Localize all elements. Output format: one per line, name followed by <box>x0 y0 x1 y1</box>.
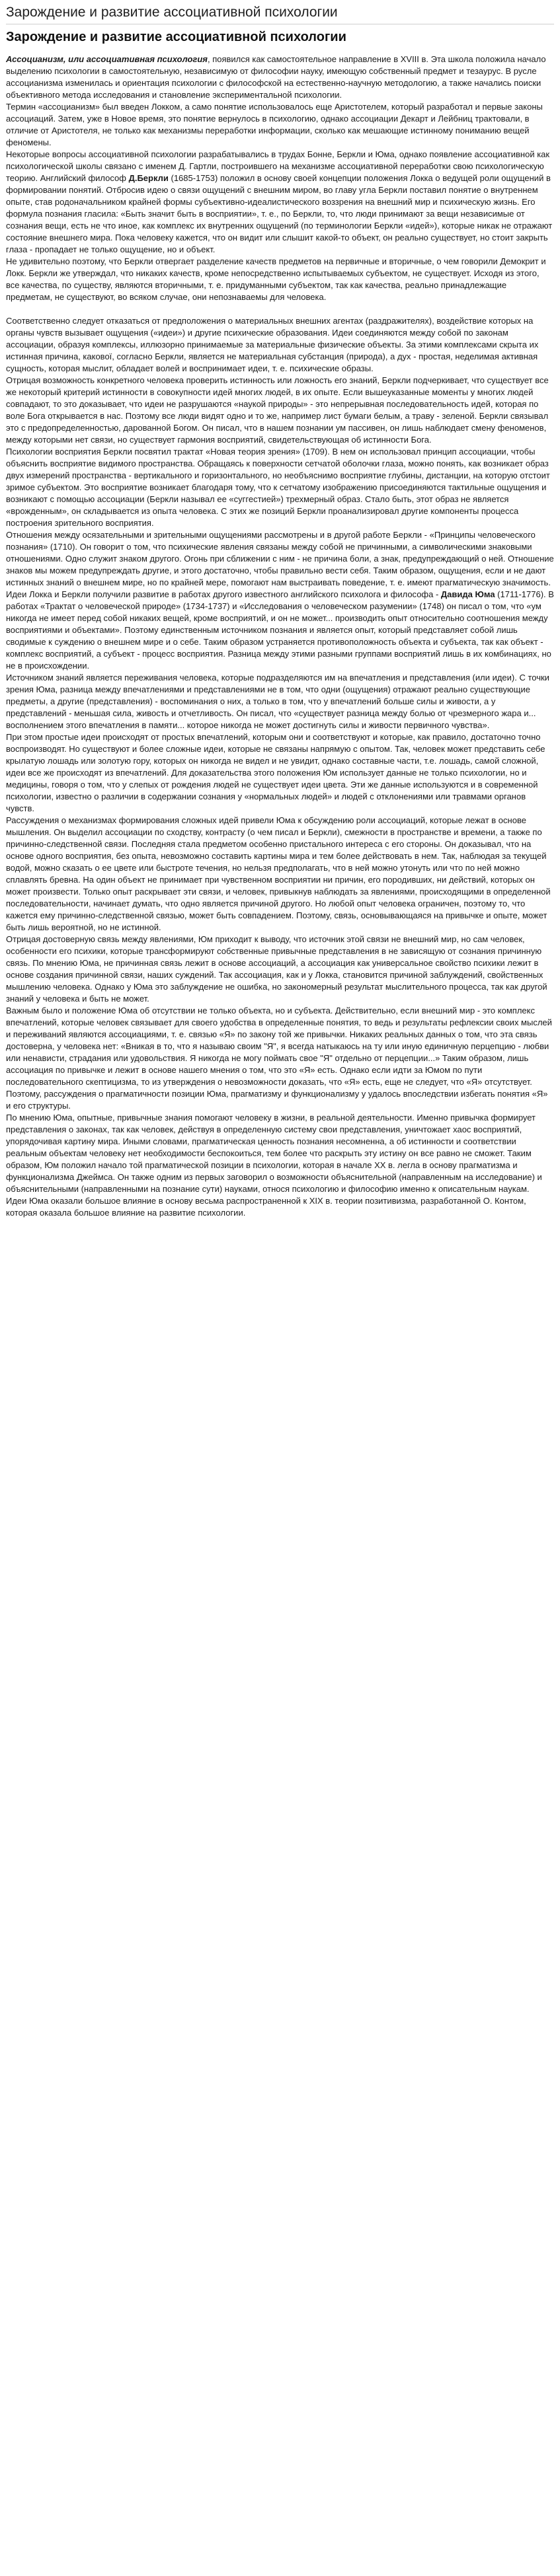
paragraph-consistent: Соответственно следует отказаться от предположения о материальных внешних агентах (раздражителях), воздействие которых на органы чувств вызывает ощущения («идеи») и другие психические образования. Идеи соединяются между собой по законам ассоциации, образуя комплексы, иллюзорно принимаемые за материальные физические объекты. За этими комплексами скрыта их истинная причина, какової, согласно Беркли, является не материальная субстанция (природа), а дух - простая, неделимая активная сущность, которая мыслит, обладает волей и воспринимает идеи, т. е. психические образы. <box>6 316 539 373</box>
name-hume: Давида Юма <box>440 589 495 599</box>
paragraph-simple-ideas: При этом простые идеи происходят от простых впечатлений, которым они и соответствуют и которые, как правило, достаточно точно воспроизводят. Но существуют и более сложные идеи, которые не связаны напрямую с опытом. Так, человек может представить себе крылатую лошадь или золотую гору, которых он никогда не видел и не увидит, однако составные части, т.е. лошадь, самой сложной, идеи все же происходят из впечатлений. Для доказательства этого положения Юм использует данные не только психологии, но и медицины, говоря о том, что у слепых от рождения людей не существует идеи цвета. Эти же данные используются и в современной психологии, известно о различии в содержании сознания у «нормальных людей» и людей с отклонениями или травмами органов чувств. <box>6 732 545 813</box>
paragraph-opinion: По мнению Юма, опытные, привычные знания помогают человеку в жизни, в реальной деятельности. Именно привычка формирует представления о законах, так как человек, действуя в определенную систему свои представления, уничтожает хаос восприятий, упорядочивая картину мира. Иными словами, прагматическая ценность познания несомненна, а об истинности и соответствии реальным объектам человеку нет необходимости беспокоиться, тем более что раскрыть эту истину он все равно не сможет. Таким образом, Юм положил начало той прагматической позиции в психологии, которая в начале XX в. легла в основу прагматизма и функционализма Джеймса. Он также одним из первых заговорил о возможности объяснительной (направленным на исследование) и объяснительными (направленными на познание сути) науками, относя психологию и философию именно к описательным наукам. <box>6 1113 542 1194</box>
paragraph-relation: Отношения между осязательными и зрительными ощущениями рассмотрены и в другой работе Беркли - «Принципы человеческого познания» (1710). Он говорит о том, что психические явления связаны между собой не причинными, а символическими знаковыми отношениями. Одно служит знаком другого. Огонь при сближении с ним - не причина боли, а знак, предупреждающий о ней. Отношение знаков мы можем предупреждать другие, и этого достаточно, чтобы правильно вести себя. Таким образом, ощущения, если и не дают истинных знаний о внешнем мире, но по крайней мере, помогают нам выстраивать поведение, т. е. имеют прагматическую значимость. <box>6 530 554 587</box>
article-title: Зарождение и развитие ассоциативной психологии <box>6 30 346 44</box>
paragraph-hume-text-2: (1711-1776). В работах «Трактат о человеческой природе» (1734-1737) и «Исследования о человеческом разумении» (1748) он писал о том, что «ум никогда не имеет перед собой никаких вещей, кроме восприятий, и он не может... производить опыт относительно соотношения между восприятиями и объектами». Поэтому единственным источником познания и является опыт, который представляет собой лишь сводимые к суждению о внешнем мире и о себе. Таким образом устраняется противоположность объекта и субъекта, так как объект - комплекс восприятий, а субъект - процесс восприятия. Разница между этими разными группами восприятий лишь в их комбинациях, но не в происхождении. <box>6 589 554 671</box>
paragraph-denying: Отрицая достоверную связь между явлениями, Юм приходит к выводу, что источник этой связи не внешний мир, но сам человек, особенности его психики, которые трансформируют собственные привычные представления в не зависящую от сознания причинную связь. По мнению Юма, не причинная связь лежит в основе ассоциаций, а ассоциация как универсальное свойство психики лежит в основе создания причинной связи, наших суждений. Так ассоциация, как и у Локка, становится причиной заблуждений, свойственных мышлению человека. Однако у Юма это заблуждение не ошибка, но закономерный результат мыслительного процесса, так как другой знаний у человека и быть не может. <box>6 934 547 1004</box>
name-berkeley: Д.Беркли <box>128 173 169 183</box>
paragraph-primary-qualities: Не удивительно поэтому, что Беркли отвергает разделение качеств предметов на первичные и вторичные, о чем говорили Демокрит и Локк. Беркли же утверждал, что никаких качеств, кроме непосредственно испытываемых субъектом, не существует. Исходя из этого, все качества, по существу, являются вторичными, т. е. придуманными субъектом, так как качества, реально принадлежащие предметам, не существуют, во всяком случае, они непознаваемы для человека. <box>6 256 546 302</box>
paragraph-hume <box>6 589 554 672</box>
paragraph-source: Источником знаний является переживания человека, которые подразделяются им на впечатления и представления (или идеи). С точки зрения Юма, разница между впечатлениями и представлениями не в том, что одни (ощущения) отражают реально существующие предметы, а другие (представления) - воспоминания о них, а только в том, что у впечатлений больше силы и живости, а у представлений - меньшая сила, живость и отчетливость. Он писал, что «существует разница между болью от чрезмерного жара и... восполнением этого впечатления в памяти... которое никогда не может достигнуть силы и живости первичного чувства». <box>6 673 549 730</box>
paragraph-hartley-text-2: (1685-1753) положил в основу своей концепции положения Локка о ведущей роли ощущений в формировании понятий. Отбросив идею о связи ощущений с внешним миром, во главу угла Беркли поставил понятие о внутреннем опыте, став родоначальником крайней формы субъективно-идеалистического воззрения на внешний мир и психическую жизнь. Его формула познания гласила: «Быть значит быть в восприятии», т. е., по Беркли, то, что люди принимают за вещи независимые от сознания вещи, есть не что иное, как комплекс их внутренних ощущений (по терминологии Беркли «идей»), которые никак не отражают состояние внешнего мира. Пока человеку кажется, что он видит или слышит какой-то объект, он реально существует, но стоит закрыть глаза - пропадает не только ощущение, но и объект. <box>6 173 553 254</box>
paragraph-hartley <box>6 149 554 256</box>
paragraph-termin: Термин «ассоцианизм» был введен Локком, а само понятие использовалось еще Аристотелем, который разработал и первые законы ассоциаций. Затем, уже в Новое время, это понятие вернулось в психологию, однако ассоциации Декарт и Лейбниц трактовали, в отличие от Аристотеля, не только как механизмы переработки информации, сколько как мешающие истинному пониманию вещей феномены. <box>6 102 543 147</box>
page-header: Зарождение и развитие ассоциативной психологии <box>6 4 554 24</box>
intro-term: Ассоцианизм, или ассоциативная психология <box>6 54 208 64</box>
paragraph-hume-text-1: Идеи Локка и Беркли получили развитие в работах другого известного английского психолога и философа - <box>6 589 441 599</box>
paragraph-denial: Отрицая возможность конкретного человека проверить истинность или ложность его знаний, Беркли подчеркивает, что существует все же некоторый критерий истинности в совокупности идей многих людей, в их опыте. Если вышеуказанные моменты у многих людей совпадают, то это доказывает, что идеи не разрушаются «наукой природы» - это непрерывная последовательность идей, которая по воле Бога открывается в нас. Поэтому все люди видят одно и то же, например лист бумаги белым, а траву - зеленой. Беркли связывал это с предопределенностью, дарованной Богом. Он писал, что в нашем познании ум пассивен, он лишь наблюдает смену феноменов, между которыми нет связи, но существует гармония восприятий, свидетельствующая об истинности Бога. <box>6 375 549 445</box>
paragraph-intro <box>6 54 554 101</box>
document-page <box>0 0 560 1226</box>
paragraph-ideas: Идеи Юма оказали большое влияние в основу весьма распространенной к XIX в. теории позитивизма, разработанной О. Контом, которая оказала большое влияние на развитие психологии. <box>6 1196 526 1218</box>
paragraph-mechanisms: Рассуждения о механизмах формирования сложных идей привели Юма к обсуждению роли ассоциаций, которые лежат в основе мышления. Он выделил ассоциации по сходству, контрасту (о чем писал и Беркли), смежности в пространстве и времени, а также по причинно-следственной связи. Последняя стала предметом особенно пристального интереса с его стороны. Он доказывал, что на основе одного восприятия, без опыта, невозможно составить картины мира и тем более действовать в нем. Так, наблюдая за текущей водой, можно сказать о ее цвете или быстроте течения, но нельзя предполагать, что в ней можно утонуть или что по ней можно сплавлять бревна. На один объект не принимает при чувственном восприятии ни причин, его породивших, ни действий, которых он может произвести. Только опыт раскрывает эти связи, и человек, привыкнув наблюдать за явлениями, происходящими в определенной последовательности, начинает думать, что одно является причиной другого. Но любой опыт человека ограничен, поэтому то, что кажется ему причинно-следственной связью, может быть совпадением. Поэтому, связь, основывающаяся на привычке и опыте, может быть лишь вероятной, но не истинной. <box>6 815 551 932</box>
article-body <box>6 54 554 1219</box>
paragraph-important: Важным было и положение Юма об отсутствии не только объекта, но и субъекта. Действительно, если внешний мир - это комплекс впечатлений, которые человек связывает для своего удобства в определенные понятия, то ведь и результаты рефлексии своих мыслей и переживаний являются ассоциациями, т. е. связью «Я» по закону той же привычки. Никаких реальных данных о том, что эта связь достоверна, у человека нет: «Вникая в то, что я называю своим "Я", я всегда натыкаюсь на ту или иную единичную перцепцию - любви или ненависти, страдания или удовольствия. Я никогда не могу поймать свое "Я" отдельно от перцепции...» Таким образом, лишь ассоциация по привычке и лежит в основе нашего мнения о том, что это «Я» есть. Однако если идти за Юмом по пути последовательного скептицизма, то из утверждения о невозможности доказать, что «Я» есть, еще не следует, что «Я» отсутствует. Поэтому, рассуждения о прагматичности позиции Юма, прагматизму и функционализму у удалось впоследствии избегать понятия «Я» и его структуры. <box>6 1006 552 1111</box>
paragraph-gap <box>6 303 554 315</box>
paragraph-vision: Психологии восприятия Беркли посвятил трактат «Новая теория зрения» (1709). В нем он использовал принцип ассоциации, чтобы объяснить восприятие видимого пространства. Обращаясь к поверхности сетчатой оболочки глаза, можно понять, как возникает образ двух измерений пространства - вертикального и горизонтального, но необъяснимо восприятие глубины, дистанции, на которую отстоит зримое субъектом. Это восприятие возникает благодаря тому, что к сетчатому изображению присоединяются тактильные ощущения и возникают с помощью ассоциации (Беркли называл ее «суггестией») трехмерный образ. Стало быть, этот образ не является «врожденным», он складывается из опыта человека. С этих же позиций Беркли проанализировал другие компоненты процесса построения зрительного восприятия. <box>6 447 550 528</box>
paragraph-hartley-text-1: Некоторые вопросы ассоциативной психологии разрабатывались в трудах Бонне, Беркли и Юма, однако появление ассоциативной как психологической школы связано с именем Д. Гартли, построившего на механизме ассоциативной переработки свою психологическую теорию. Английский философ <box>6 149 550 183</box>
intro-text: , появился как самостоятельное направление в XVIII в. Эта школа положила начало выделению психологии в самостоятельную, независимую от философии науку, имеющую собственный предмет и тезаурус. В русле ассоцианизма изменилась и ориентация психологии с философской на естественно-научную методологию, а также начались поиски объективного метода исследования и становление экспериментальной психологии. <box>6 54 546 100</box>
